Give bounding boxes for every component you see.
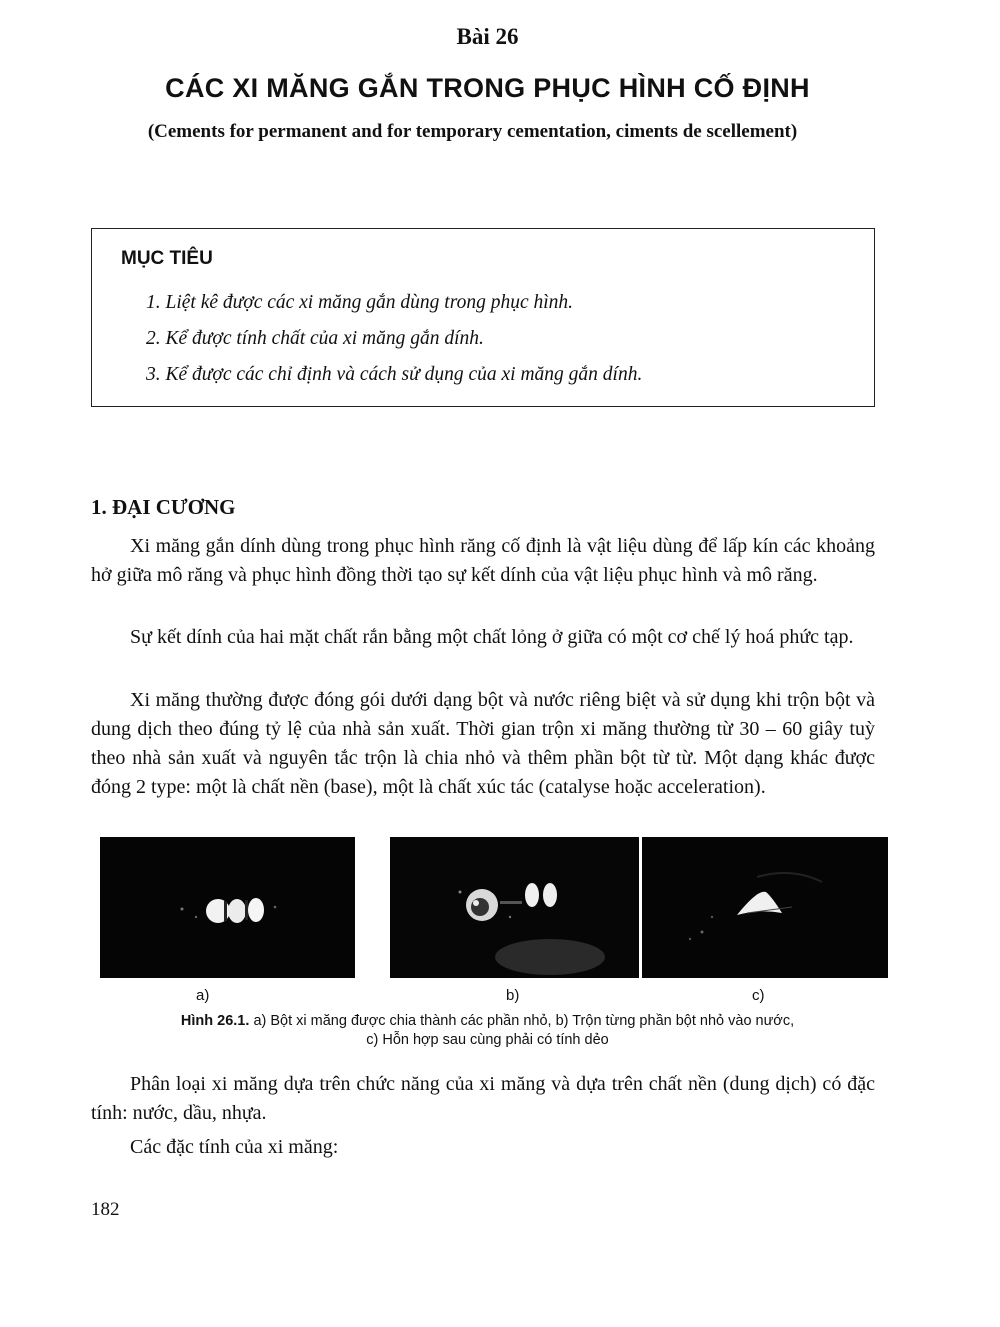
- body-paragraph: Phân loại xi măng dựa trên chức năng của xi măng và dựa trên chất nền (dung dịch) có đặc tính: nước, dầu, nhựa.: [91, 1073, 875, 1124]
- body-paragraph: Sự kết dính của hai mặt chất rắn bằng một chất lỏng ở giữa có một cơ chế lý hoá phức tạp.: [130, 626, 854, 648]
- caption-line-2: c) Hỗn hợp sau cùng phải có tính dẻo: [366, 1032, 609, 1048]
- caption-line-1: [0, 1012, 975, 1031]
- figure-label-a: a): [196, 987, 210, 1004]
- page-number: 182: [91, 1199, 120, 1220]
- figure-photo-a: [100, 837, 355, 978]
- objectives-box: [91, 228, 875, 407]
- caption-text: a) Bột xi măng được chia thành các phần nhỏ, b) Trộn từng phần bột nhỏ vào nước,: [253, 1013, 795, 1029]
- body-paragraph: Xi măng thường được đóng gói dưới dạng bột và nước riêng biệt và sử dụng khi trộn bột và dung dịch theo đúng tỷ lệ của nhà sản xuất. Thời gian trộn xi măng thường từ 30 – 60 giây tuỳ theo nhà sản xuất và nguyên tắc trộn là chia nhỏ và thêm phần bột từ từ. Một dạng khác được đóng 2 type: một là chất nền (base), một là chất xúc tác (catalyse hoặc acceleration).: [91, 689, 875, 798]
- lesson-subtitle: (Cements for permanent and for temporary cementation, ciments de scellement): [147, 121, 798, 142]
- figure-caption: [0, 1012, 975, 1050]
- objectives-list: [146, 293, 642, 401]
- figure-photo-c: [642, 837, 888, 978]
- objective-item: 3. Kể được các chỉ định và cách sử dụng của xi măng gắn dính.: [146, 364, 643, 385]
- caption-label: Hình 26.1.: [180, 1013, 250, 1029]
- lesson-title: CÁC XI MĂNG GẮN TRONG PHỤC HÌNH CỐ ĐỊNH: [165, 73, 810, 103]
- lesson-number: Bài 26: [456, 24, 519, 49]
- objective-item: 2. Kể được tính chất của xi măng gắn dính.: [146, 328, 484, 349]
- objectives-heading: MỤC TIÊU: [121, 248, 213, 269]
- figure-label-c: c): [752, 987, 765, 1004]
- body-paragraph: Các đặc tính của xi măng:: [130, 1136, 339, 1158]
- body-paragraph: Xi măng gắn dính dùng trong phục hình răng cố định là vật liệu dùng để lấp kín các khoảng hở giữa mô răng và phục hình đồng thời tạo sự kết dính của vật liệu phục hình và mô răng.: [91, 535, 875, 586]
- figure-label-b: b): [506, 987, 520, 1004]
- section-heading: 1. ĐẠI CƯƠNG: [91, 495, 236, 519]
- objective-item: 1. Liệt kê được các xi măng gắn dùng trong phục hình.: [146, 292, 574, 313]
- figure-photo-b: [390, 837, 639, 978]
